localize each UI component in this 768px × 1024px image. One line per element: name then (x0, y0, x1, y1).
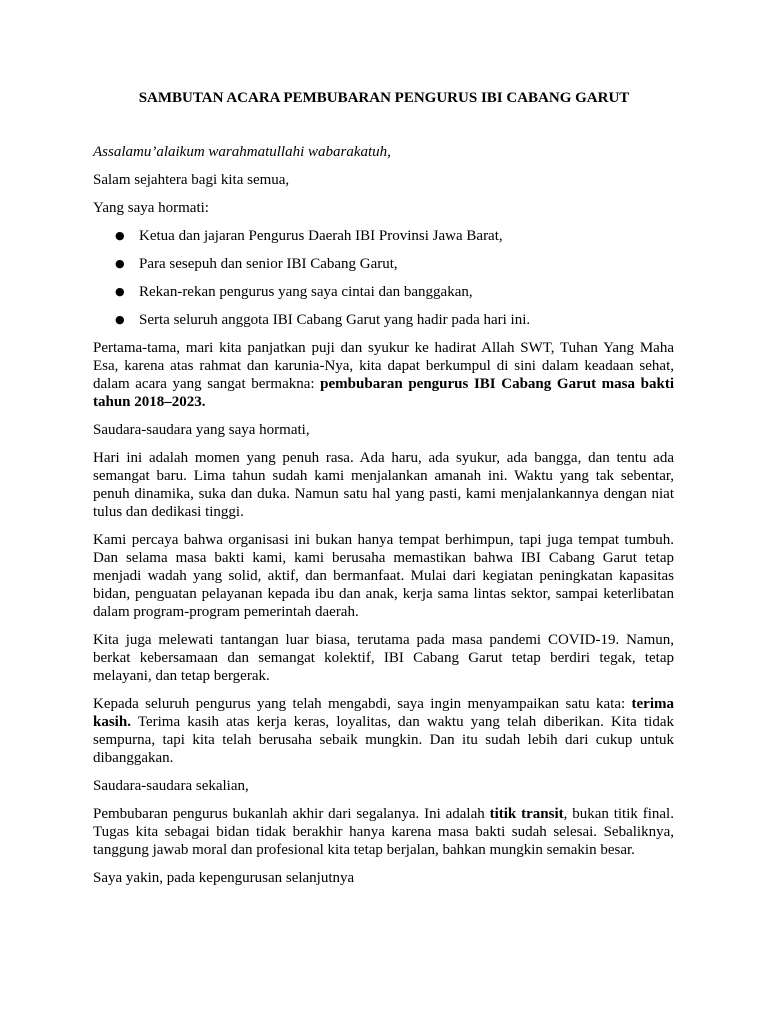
paragraph-closing: Saya yakin, pada kepengurusan selanjutnya (93, 870, 355, 886)
salam-line: Salam sejahtera bagi kita semua, (93, 172, 290, 188)
hormat-list (93, 227, 674, 329)
paragraph-bold-text: titik transit (489, 806, 564, 822)
paragraph-text: , bukan titik final. Tugas kita sebagai bidan tidak berakhir hanya karena masa bakti sudah selesai. Sebaliknya, tanggung jawab moral dan profesional kita tetap berjalan, bahkan mungkin semakin besar. (93, 806, 674, 858)
paragraph-text: Terima kasih atas kerja keras, loyalitas, dan waktu yang telah diberikan. Kita tidak sempurna, tapi kita telah berusaha sebaik mungkin. Dan itu sudah lebih dari cukup untuk dibanggakan. (93, 714, 674, 766)
hormat-heading: Yang saya hormati: (93, 200, 209, 216)
address-line: Saudara-saudara yang saya hormati, (93, 422, 310, 438)
bullet-icon: ● (115, 285, 125, 298)
paragraph-moment: Hari ini adalah momen yang penuh rasa. Ada haru, ada syukur, ada bangga, dan tentu ada semangat baru. Lima tahun sudah kami menjalankan amanah ini. Waktu yang tak sebentar, penuh dinamika, suka dan duka. Namun satu hal yang pasti, kami menjalankannya dengan niat tulus dan dedikasi tinggi. (93, 450, 674, 520)
paragraph-bold-text: pembubaran pengurus IBI Cabang Garut masa bakti tahun 2018–2023. (93, 376, 674, 410)
list-item-text: Ketua dan jajaran Pengurus Daerah IBI Provinsi Jawa Barat, (139, 228, 503, 244)
paragraph-organization: Kami percaya bahwa organisasi ini bukan hanya tempat berhimpun, tapi juga tempat tumbuh. Dan selama masa bakti kami, kami berusaha memastikan bahwa IBI Cabang Garut tetap menjadi wadah yang solid, aktif, dan bermanfaat. Mulai dari kegiatan peningkatan kapasitas bidan, penguatan pelayanan kepada ibu dan anak, kerja sama lintas sektor, sampai keterlibatan dalam program-program pemerintah daerah. (93, 532, 674, 620)
greeting: Assalamu’alaikum warahmatullahi wabarakatuh, (93, 144, 391, 160)
list-item (93, 255, 674, 273)
bullet-icon: ● (115, 229, 125, 242)
paragraph-thanks (93, 695, 674, 767)
list-item (93, 283, 674, 301)
list-item-text: Para sesepuh dan senior IBI Cabang Garut, (139, 256, 398, 272)
document-title: SAMBUTAN ACARA PEMBUBARAN PENGURUS IBI CABANG GARUT (138, 90, 630, 106)
paragraph-transit (93, 805, 674, 859)
paragraph-text: Pertama-tama, mari kita panjatkan puji dan syukur ke hadirat Allah SWT, Tuhan Yang Maha Esa, karena atas rahmat dan karunia-Nya, kita dapat berkumpul di sini dalam keadaan sehat, dalam acara yang sangat bermakna: (93, 340, 674, 392)
list-item-text: Serta seluruh anggota IBI Cabang Garut yang hadir pada hari ini. (139, 312, 531, 328)
list-item (93, 227, 674, 245)
address-line: Saudara-saudara sekalian, (93, 778, 249, 794)
list-item-text: Rekan-rekan pengurus yang saya cintai dan banggakan, (139, 284, 473, 300)
list-item (93, 311, 674, 329)
paragraph-text: Kepada seluruh pengurus yang telah mengabdi, saya ingin menyampaikan satu kata: (93, 696, 632, 712)
paragraph-text: Pembubaran pengurus bukanlah akhir dari segalanya. Ini adalah (93, 806, 490, 822)
paragraph-bold-text: terima kasih. (93, 696, 674, 730)
bullet-icon: ● (115, 257, 125, 270)
paragraph-pandemic: Kita juga melewati tantangan luar biasa, terutama pada masa pandemi COVID-19. Namun, berkat kebersamaan dan semangat kolektif, IBI Cabang Garut tetap berdiri tegak, tetap melayani, dan tetap bergerak. (93, 632, 674, 684)
paragraph-opening (93, 339, 674, 411)
bullet-icon: ● (115, 313, 125, 326)
